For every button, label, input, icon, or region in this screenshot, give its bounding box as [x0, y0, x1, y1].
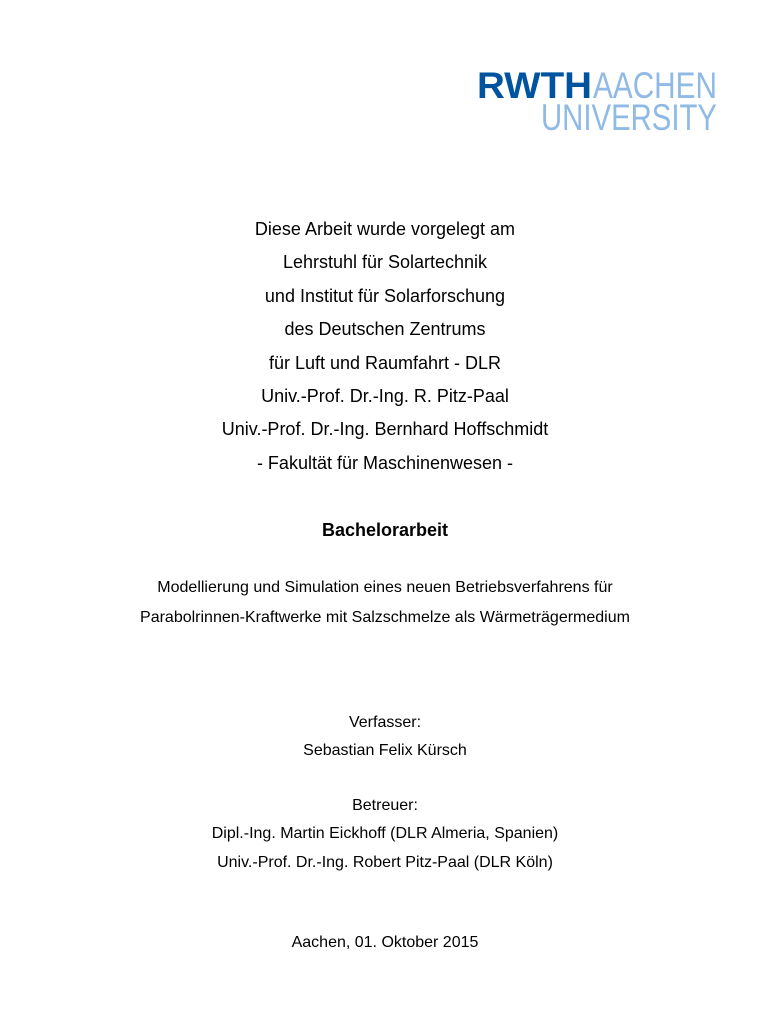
institution-line: Diese Arbeit wurde vorgelegt am: [254, 219, 516, 239]
thesis-title: [0, 573, 770, 633]
logo-aachen-text: AACHEN: [593, 65, 717, 106]
institution-line: und Institut für Solarforschung: [264, 285, 506, 306]
thesis-title-line: Parabolrinnen-Kraftwerke mit Salzschmelze als Wärmeträgermedium: [140, 609, 630, 626]
place-and-date: Aachen, 01. Oktober 2015: [291, 934, 479, 951]
institution-line: für Luft und Raumfahrt - DLR: [268, 352, 502, 373]
document-type: Bachelorarbeit: [321, 520, 449, 540]
rwth-aachen-university-logo: [477, 65, 722, 138]
author-label: Verfasser:: [348, 714, 422, 731]
institution-line: Univ.-Prof. Dr.-Ing. R. Pitz-Paal: [261, 386, 509, 407]
author-name: Sebastian Felix Kürsch: [303, 742, 467, 759]
supervisor-name: Univ.-Prof. Dr.-Ing. Robert Pitz-Paal (DLR Köln): [217, 854, 553, 871]
supervisor-name: Dipl.-Ing. Martin Eickhoff (DLR Almeria, Spanien): [211, 825, 559, 842]
logo-university-text: UNIVERSITY: [541, 97, 717, 138]
thesis-title-line: Modellierung und Simulation eines neuen Betriebsverfahrens für: [157, 579, 613, 596]
logo-rwth-text: RWTH: [477, 65, 592, 106]
institution-line: Lehrstuhl für Solartechnik: [282, 252, 488, 273]
supervisor-label: Betreuer:: [352, 797, 418, 814]
institution-block: [0, 213, 770, 480]
institution-line: des Deutschen Zentrums: [284, 319, 486, 340]
rwth-logo-graphic: [477, 65, 722, 138]
institution-line: Univ.-Prof. Dr.-Ing. Bernhard Hoffschmidt: [221, 419, 549, 440]
institution-line: - Fakultät für Maschinenwesen -: [256, 452, 514, 473]
